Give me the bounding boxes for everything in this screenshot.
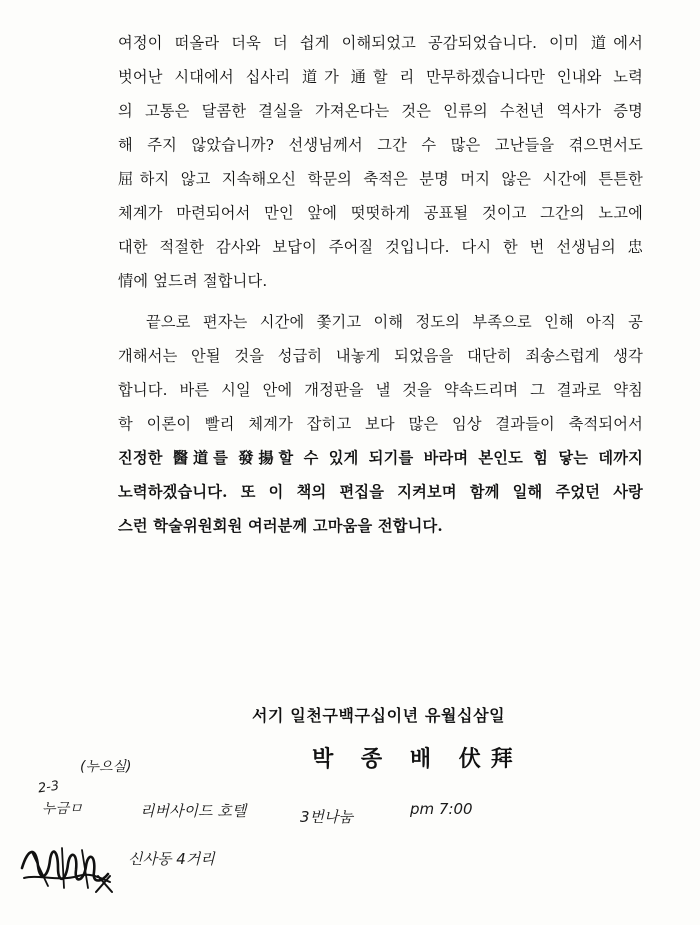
signature-date: 서기 일천구백구십이년 유월십삼일 [252,706,506,725]
text-line: 스런 학술위원회원 여러분께 고마움을 전합니다. [118,517,443,535]
text-line: 벗어난 시대에서 십사리 道가 通할 리 만무하겠습니다만 인내와 노력 [118,68,643,86]
text-line: 합니다. 바른 시일 안에 개정판을 낼 것을 약속드리며 그 결과로 약침 [118,381,643,399]
text-line: 개해서는 안될 것을 성급히 내놓게 되었음을 대단히 죄송스럽게 생각 [118,347,643,365]
text-line: 의 고통은 달콤한 결실을 가져온다는 것은 인류의 수천년 역사가 증명 [118,102,643,120]
handwritten-signature-icon [18,838,114,894]
text-line: 끝으로 편자는 시간에 쫓기고 이해 정도의 부족으로 인해 아직 공 [146,313,643,331]
text-line: 진정한 醫道를 發揚할 수 있게 되기를 바라며 본인도 힘 닿는 데까지 [118,449,643,467]
handwritten-note: 누금ㅁ [42,801,83,817]
text-line: 情에 엎드려 절합니다. [118,272,268,290]
text-line: 여정이 떠올라 더욱 더 쉽게 이해되었고 공감되었습니다. 이미 道에서 [118,34,643,52]
signature-author: 박 종 배 伏拜 [312,746,523,772]
body-text [118,26,643,543]
handwritten-note: 2-3 [37,778,61,797]
handwritten-note: pm 7:00 [410,800,473,818]
handwritten-note: 신사동 4거리 [128,850,215,868]
text-line: 노력하겠습니다. 또 이 책의 편집을 지켜보며 함께 일해 주었던 사랑 [118,483,643,501]
handwritten-note: 3번나눔 [300,808,354,826]
text-line: 대한 적절한 감사와 보답이 주어질 것입니다. 다시 한 번 선생님의 忠 [118,238,643,256]
text-line: 해 주지 않았습니까? 선생님께서 그간 수 많은 고난들을 겪으면서도 [118,136,643,154]
paragraph-gap [118,298,643,305]
handwritten-note: 리버사이드 호텔 [140,802,247,820]
text-line: 체계가 마련되어서 만인 앞에 떳떳하게 공표될 것이고 그간의 노고에 [118,204,643,222]
text-line: 屈하지 않고 지속해오신 학문의 축적은 분명 머지 않은 시간에 튼튼한 [118,170,643,188]
text-line: 학 이론이 빨리 체계가 잡히고 보다 많은 임상 결과들이 축적되어서 [118,415,643,433]
handwritten-note: (누으실) [80,759,132,775]
